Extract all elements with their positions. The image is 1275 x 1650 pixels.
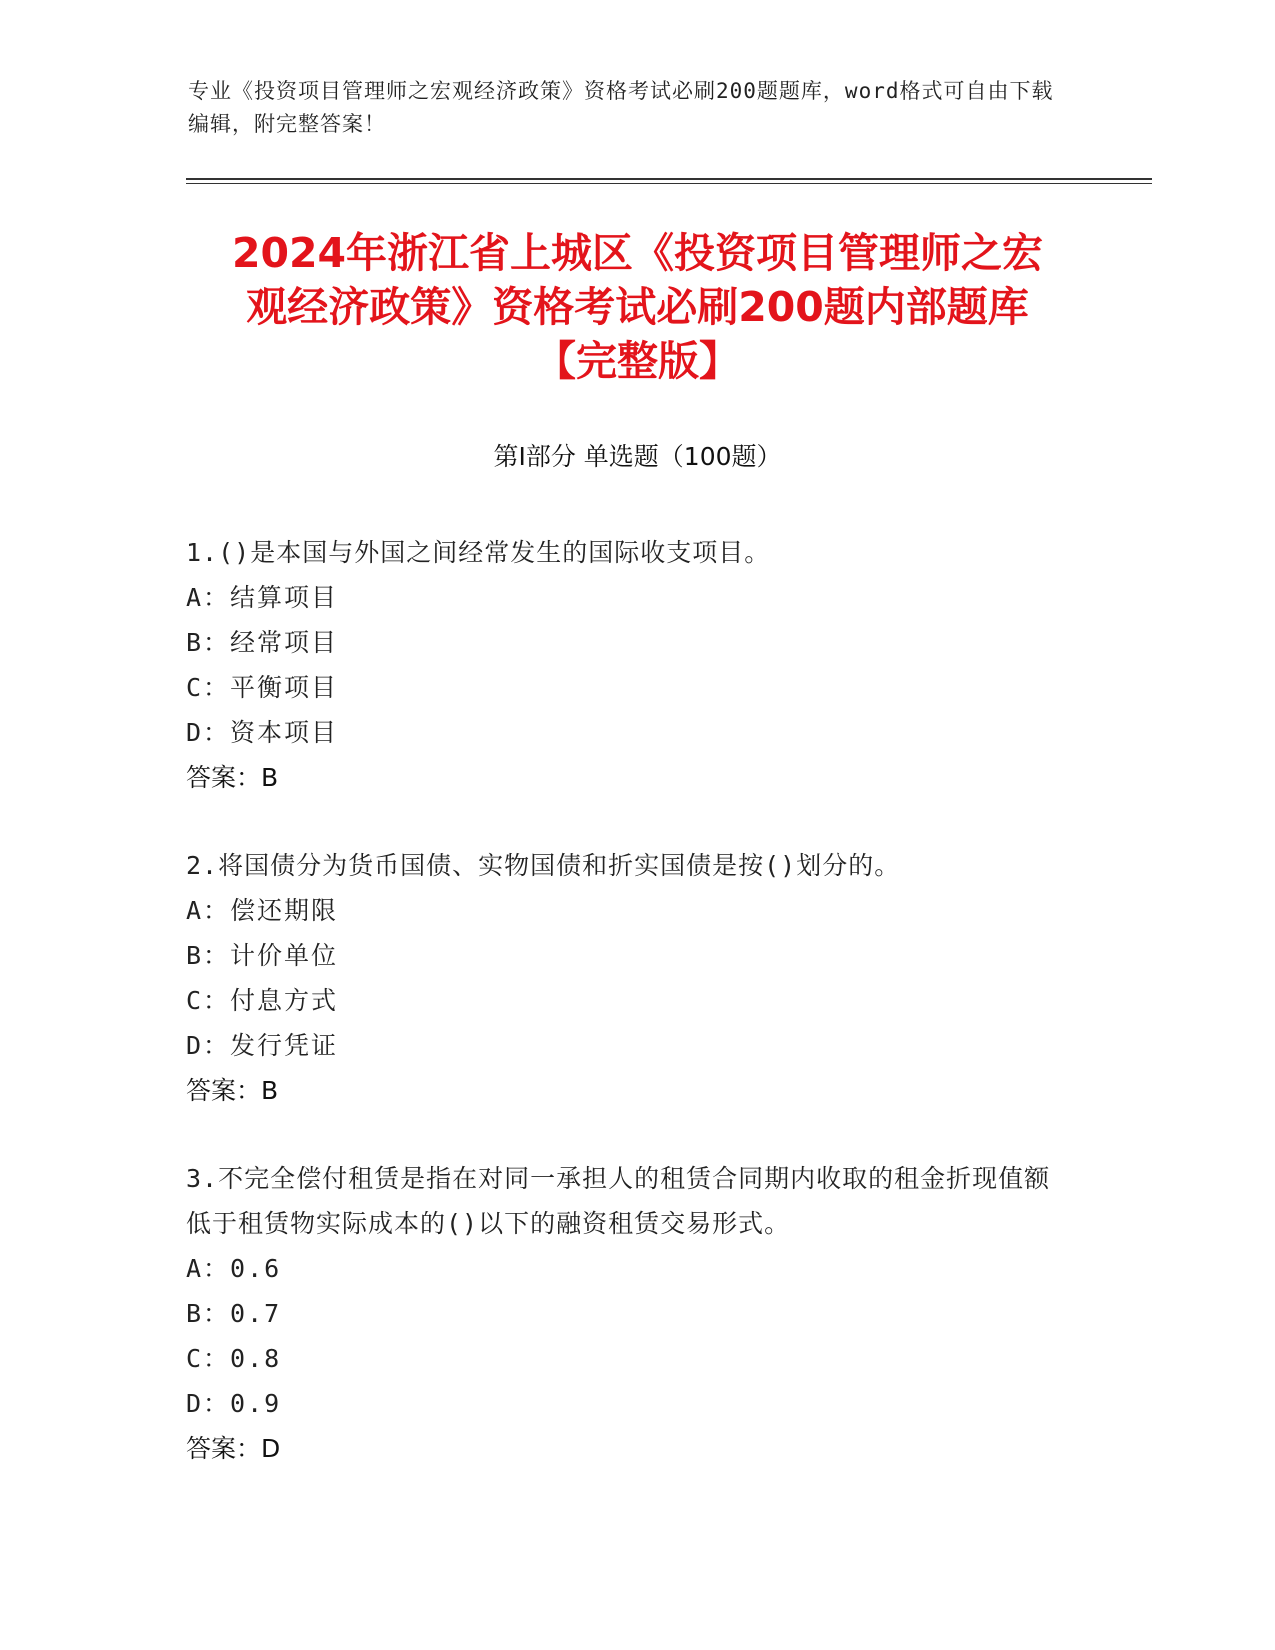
title-line-1: 2024年浙江省上城区《投资项目管理师之宏 — [231, 229, 1044, 277]
question-3 — [186, 1156, 1066, 1471]
header-rule-thick — [186, 178, 1152, 180]
option-c: C：0.8 — [186, 1344, 282, 1373]
option-a: A：0.6 — [186, 1254, 282, 1283]
option-a: A：偿还期限 — [186, 896, 339, 925]
header-note: 专业《投资项目管理师之宏观经济政策》资格考试必刷200题题库，word格式可自由下载编辑，附完整答案！ — [188, 79, 1054, 136]
question-stem: 1.()是本国与外国之间经常发生的国际收支项目。 — [186, 538, 771, 567]
title-line-3: 【完整版】 — [535, 337, 740, 385]
option-d: D：资本项目 — [186, 718, 339, 747]
question-2 — [186, 843, 1066, 1113]
option-b: B：经常项目 — [186, 628, 339, 657]
option-d: D：0.9 — [186, 1389, 282, 1418]
option-c: C：付息方式 — [186, 986, 339, 1015]
question-1 — [186, 530, 1066, 800]
section-heading: 第Ⅰ部分 单选题（100题） — [493, 442, 782, 471]
question-list — [186, 530, 1066, 1514]
option-b: B：计价单位 — [186, 941, 339, 970]
option-a: A：结算项目 — [186, 583, 339, 612]
document-title — [150, 226, 1125, 388]
option-c: C：平衡项目 — [186, 673, 339, 702]
question-stem: 3.不完全偿付租赁是指在对同一承担人的租赁合同期内收取的租金折现值额低于租赁物实际成本的()以下的融资租赁交易形式。 — [186, 1164, 1051, 1238]
header-rule-thin — [186, 183, 1152, 184]
answer: 答案：B — [186, 763, 279, 792]
answer: 答案：D — [186, 1434, 281, 1463]
option-b: B：0.7 — [186, 1299, 282, 1328]
title-line-2: 观经济政策》资格考试必刷200题内部题库 — [246, 283, 1029, 331]
answer: 答案：B — [186, 1076, 279, 1105]
option-d: D：发行凭证 — [186, 1031, 339, 1060]
question-stem: 2.将国债分为货币国债、实物国债和折实国债是按()划分的。 — [186, 851, 901, 880]
